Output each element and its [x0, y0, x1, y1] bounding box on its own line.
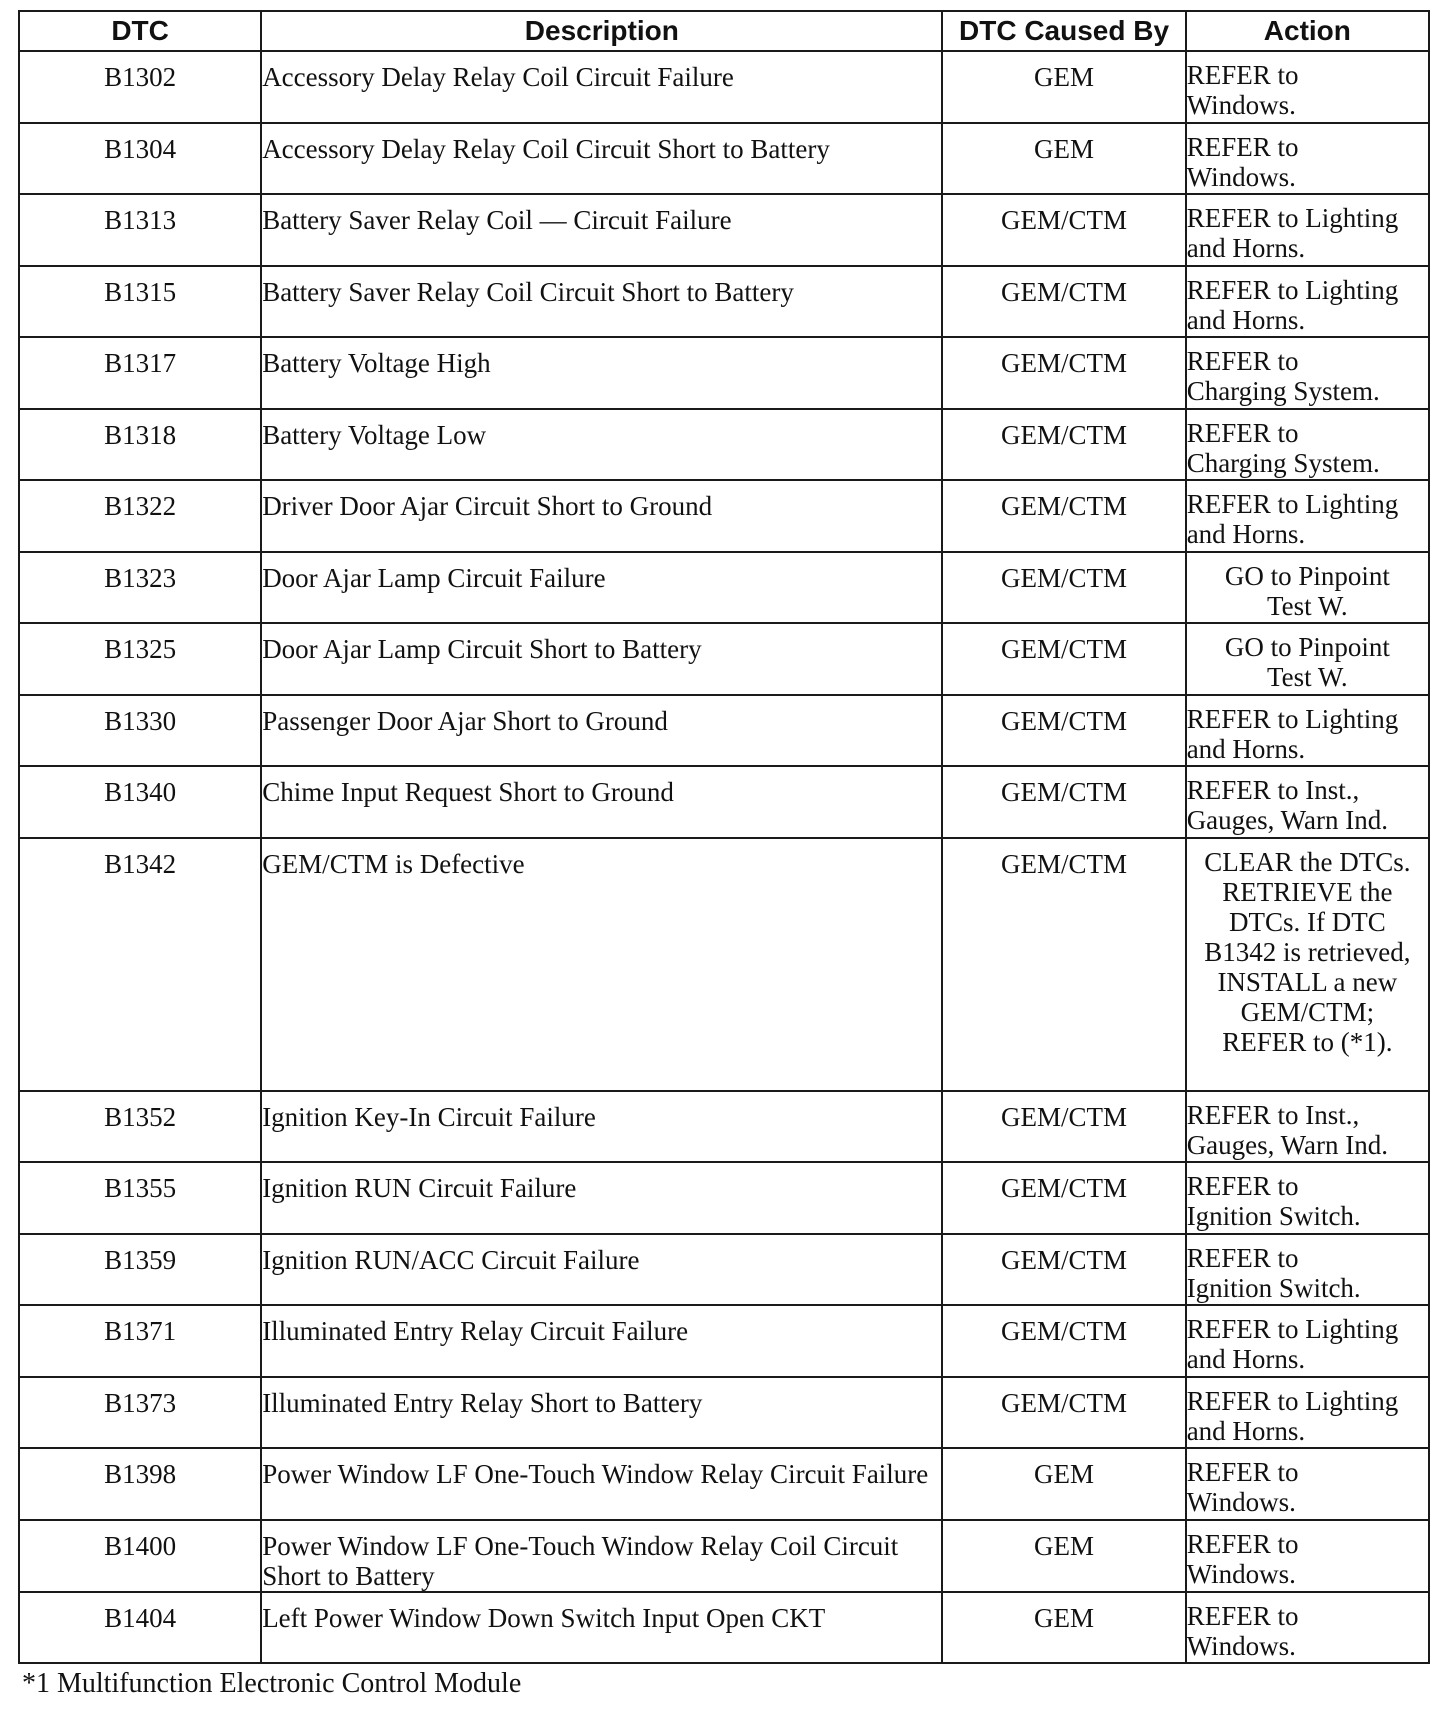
caused-by-cell: GEM/CTM	[942, 1162, 1185, 1234]
action-cell: REFER to Ignition Switch.	[1186, 1234, 1429, 1306]
header-description: Description	[261, 11, 942, 51]
description-cell: Accessory Delay Relay Coil Circuit Short to Battery	[261, 123, 942, 195]
action-cell: REFER to Windows.	[1186, 1448, 1429, 1520]
description-cell: Door Ajar Lamp Circuit Short to Battery	[261, 623, 942, 695]
table-row	[19, 1091, 1429, 1163]
dtc-code-cell: B1340	[19, 766, 261, 838]
caused-by-cell: GEM/CTM	[942, 838, 1185, 1091]
caused-by-cell: GEM/CTM	[942, 1234, 1185, 1306]
caused-by-cell: GEM/CTM	[942, 409, 1185, 481]
action-cell: REFER to Windows.	[1186, 51, 1429, 123]
caused-by-cell: GEM/CTM	[942, 1091, 1185, 1163]
dtc-code-cell: B1373	[19, 1377, 261, 1449]
action-cell: REFER to Charging System.	[1186, 409, 1429, 481]
dtc-code-cell: B1304	[19, 123, 261, 195]
dtc-code-cell: B1330	[19, 695, 261, 767]
description-cell: Battery Saver Relay Coil — Circuit Failure	[261, 194, 942, 266]
action-cell: REFER to Charging System.	[1186, 337, 1429, 409]
description-cell: Power Window LF One-Touch Window Relay Circuit Failure	[261, 1448, 942, 1520]
caused-by-cell: GEM	[942, 123, 1185, 195]
description-cell: Accessory Delay Relay Coil Circuit Failure	[261, 51, 942, 123]
table-row	[19, 266, 1429, 338]
table-row	[19, 1592, 1429, 1664]
action-cell: GO to Pinpoint Test W.	[1186, 623, 1429, 695]
action-cell: REFER to Windows.	[1186, 1592, 1429, 1664]
dtc-code-cell: B1355	[19, 1162, 261, 1234]
caused-by-cell: GEM/CTM	[942, 1305, 1185, 1377]
table-header-row	[19, 11, 1429, 51]
caused-by-cell: GEM/CTM	[942, 695, 1185, 767]
description-cell: Door Ajar Lamp Circuit Failure	[261, 552, 942, 624]
description-cell: Ignition Key-In Circuit Failure	[261, 1091, 942, 1163]
table-row	[19, 1448, 1429, 1520]
action-cell: REFER to Lighting and Horns.	[1186, 480, 1429, 552]
table-body	[19, 51, 1429, 1663]
caused-by-cell: GEM/CTM	[942, 623, 1185, 695]
description-cell: Ignition RUN/ACC Circuit Failure	[261, 1234, 942, 1306]
dtc-code-cell: B1404	[19, 1592, 261, 1664]
header-dtc: DTC	[19, 11, 261, 51]
table-row	[19, 337, 1429, 409]
caused-by-cell: GEM/CTM	[942, 480, 1185, 552]
action-cell: REFER to Inst., Gauges, Warn Ind.	[1186, 766, 1429, 838]
dtc-code-cell: B1359	[19, 1234, 261, 1306]
action-cell: REFER to Lighting and Horns.	[1186, 695, 1429, 767]
footnote: *1 Multifunction Electronic Control Module	[22, 1668, 522, 1699]
table-row	[19, 1234, 1429, 1306]
action-cell: REFER to Lighting and Horns.	[1186, 194, 1429, 266]
table-row	[19, 1162, 1429, 1234]
table-row	[19, 51, 1429, 123]
action-cell: GO to Pinpoint Test W.	[1186, 552, 1429, 624]
dtc-code-cell: B1352	[19, 1091, 261, 1163]
dtc-code-cell: B1323	[19, 552, 261, 624]
table-row	[19, 194, 1429, 266]
table-row	[19, 1305, 1429, 1377]
description-cell: Ignition RUN Circuit Failure	[261, 1162, 942, 1234]
caused-by-cell: GEM	[942, 1448, 1185, 1520]
table-row	[19, 480, 1429, 552]
table-row	[19, 123, 1429, 195]
description-cell: GEM/CTM is Defective	[261, 838, 942, 1091]
caused-by-cell: GEM/CTM	[942, 194, 1185, 266]
caused-by-cell: GEM/CTM	[942, 766, 1185, 838]
dtc-code-cell: B1398	[19, 1448, 261, 1520]
description-cell: Chime Input Request Short to Ground	[261, 766, 942, 838]
table-row	[19, 552, 1429, 624]
description-cell: Battery Saver Relay Coil Circuit Short to Battery	[261, 266, 942, 338]
description-cell: Passenger Door Ajar Short to Ground	[261, 695, 942, 767]
caused-by-cell: GEM/CTM	[942, 266, 1185, 338]
caused-by-cell: GEM/CTM	[942, 552, 1185, 624]
dtc-code-cell: B1313	[19, 194, 261, 266]
dtc-code-cell: B1317	[19, 337, 261, 409]
dtc-code-cell: B1400	[19, 1520, 261, 1592]
action-cell: REFER to Windows.	[1186, 1520, 1429, 1592]
header-action: Action	[1186, 11, 1429, 51]
action-cell: CLEAR the DTCs. RETRIEVE the DTCs. If DTC B1342 is retrieved, INSTALL a new GEM/CTM; REFER to (*1).	[1186, 838, 1429, 1091]
table-row	[19, 838, 1429, 1091]
table-row	[19, 1520, 1429, 1592]
table-row	[19, 623, 1429, 695]
description-cell: Left Power Window Down Switch Input Open CKT	[261, 1592, 942, 1664]
dtc-code-cell: B1315	[19, 266, 261, 338]
caused-by-cell: GEM	[942, 1592, 1185, 1664]
dtc-code-cell: B1342	[19, 838, 261, 1091]
action-cell: REFER to Ignition Switch.	[1186, 1162, 1429, 1234]
description-cell: Power Window LF One-Touch Window Relay Coil Circuit Short to Battery	[261, 1520, 942, 1592]
action-cell: REFER to Windows.	[1186, 123, 1429, 195]
table-row	[19, 1377, 1429, 1449]
caused-by-cell: GEM/CTM	[942, 337, 1185, 409]
dtc-table	[18, 10, 1430, 1664]
description-cell: Driver Door Ajar Circuit Short to Ground	[261, 480, 942, 552]
table-row	[19, 695, 1429, 767]
caused-by-cell: GEM	[942, 1520, 1185, 1592]
table-row	[19, 409, 1429, 481]
action-cell: REFER to Lighting and Horns.	[1186, 266, 1429, 338]
description-cell: Illuminated Entry Relay Short to Battery	[261, 1377, 942, 1449]
dtc-code-cell: B1302	[19, 51, 261, 123]
action-cell: REFER to Lighting and Horns.	[1186, 1305, 1429, 1377]
table-row	[19, 766, 1429, 838]
caused-by-cell: GEM/CTM	[942, 1377, 1185, 1449]
action-cell: REFER to Inst., Gauges, Warn Ind.	[1186, 1091, 1429, 1163]
header-caused-by: DTC Caused By	[942, 11, 1185, 51]
action-cell: REFER to Lighting and Horns.	[1186, 1377, 1429, 1449]
caused-by-cell: GEM	[942, 51, 1185, 123]
description-cell: Illuminated Entry Relay Circuit Failure	[261, 1305, 942, 1377]
description-cell: Battery Voltage Low	[261, 409, 942, 481]
dtc-code-cell: B1325	[19, 623, 261, 695]
dtc-code-cell: B1371	[19, 1305, 261, 1377]
dtc-code-cell: B1318	[19, 409, 261, 481]
dtc-code-cell: B1322	[19, 480, 261, 552]
description-cell: Battery Voltage High	[261, 337, 942, 409]
